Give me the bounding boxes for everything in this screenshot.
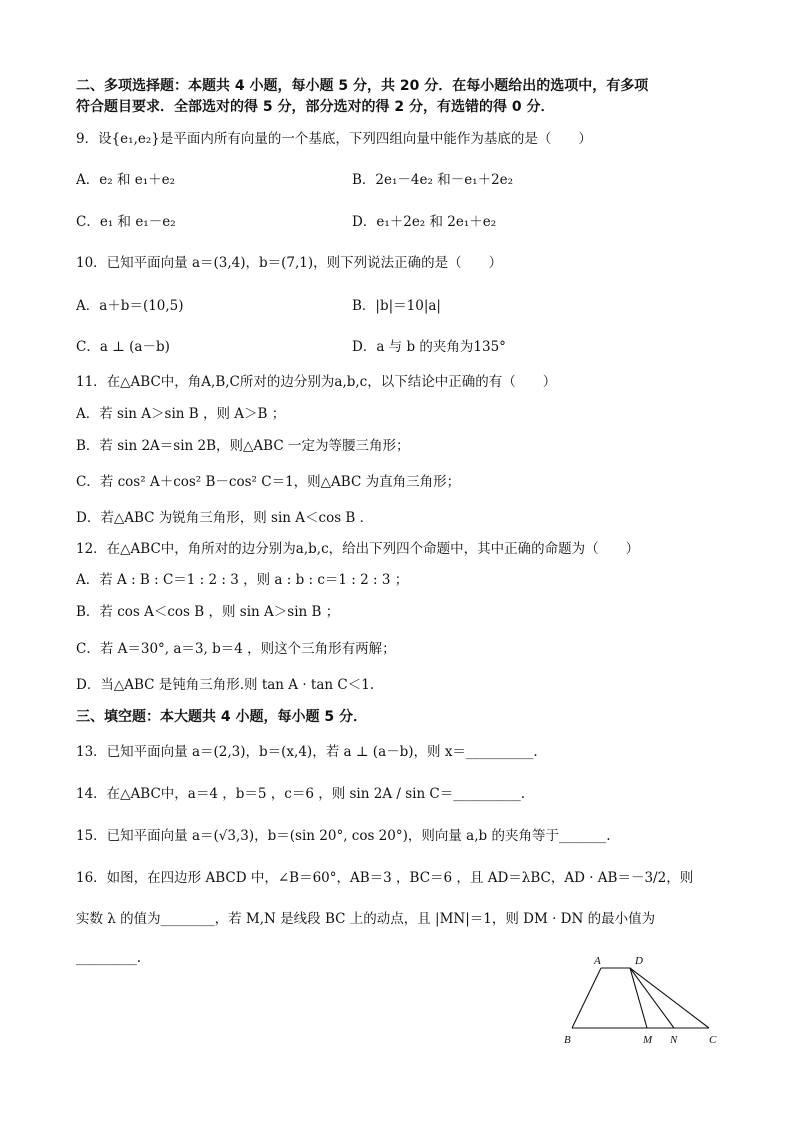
label-d: D bbox=[635, 955, 643, 967]
q16-line2: 实数 λ 的值为________，若 M,N 是线段 BC 上的动点，且 |MN|＝1，则 DM · DN 的最小值为 bbox=[76, 911, 656, 927]
q9-stem: 9．设{e₁,e₂}是平面内所有向量的一个基底，下列四组向量中能作为基底的是（ ） bbox=[76, 131, 592, 147]
q9-option-d: D．e₁＋2e₂ 和 2e₁＋e₂ bbox=[352, 214, 497, 230]
q10-stem: 10．已知平面向量 a＝(3,4)，b＝(7,1)，则下列说法正确的是（ ） bbox=[76, 255, 503, 271]
label-b: B bbox=[564, 1034, 571, 1046]
q11-option-a: A．若 sin A＞sin B ，则 A＞B ； bbox=[76, 406, 286, 422]
q11-option-b: B．若 sin 2A＝sin 2B，则△ABC 一定为等腰三角形； bbox=[76, 438, 410, 454]
q12-option-b: B．若 cos A＜cos B ，则 sin A＞sin B ； bbox=[76, 604, 340, 620]
edge-ab bbox=[572, 968, 601, 1028]
quadrilateral-figure bbox=[556, 952, 726, 1052]
q12-stem: 12．在△ABC中，角所对的边分别为a,b,c，给出下列四个命题中，其中正确的命题为（ ） bbox=[76, 541, 640, 557]
q10-option-d: D．a 与 b 的夹角为135° bbox=[352, 339, 506, 355]
label-c: C bbox=[709, 1034, 717, 1046]
q12-option-c: C．若 A＝30°, a＝3, b＝4 ，则这个三角形有两解； bbox=[76, 641, 396, 657]
q12-option-d: D．当△ABC 是钝角三角形.则 tan A · tan C＜1. bbox=[76, 677, 375, 693]
q10-option-a: A．a＋b＝(10,5) bbox=[76, 298, 184, 314]
q10-option-c: C．a ⊥ (a－b) bbox=[76, 339, 170, 355]
label-m: M bbox=[643, 1034, 653, 1046]
q11-option-d: D．若△ABC 为锐角三角形，则 sin A＜cos B ． bbox=[76, 510, 374, 526]
edge-dc bbox=[630, 968, 709, 1028]
q10-option-b: B．|b|＝10|a| bbox=[352, 298, 441, 314]
label-a: A bbox=[594, 955, 601, 967]
q12-option-a: A．若 A : B : C＝1 : 2 : 3 ，则 a : b : c＝1 : 2 : 3 ； bbox=[76, 572, 409, 588]
q13: 13．已知平面向量 a＝(2,3)，b＝(x,4)，若 a ⊥ (a－b)，则 x＝__________. bbox=[76, 744, 538, 760]
q9-option-b: B．2e₁－4e₂ 和－e₁＋2e₂ bbox=[352, 172, 514, 188]
q11-stem: 11．在△ABC中，角A,B,C所对的边分别为a,b,c，以下结论中正确的有（ ） bbox=[76, 374, 557, 390]
q16-line3: _________. bbox=[76, 950, 142, 966]
section2-heading-line1: 二、多项选择题：本题共 4 小题，每小题 5 分，共 20 分．在每小题给出的选项中，有多项 bbox=[76, 78, 649, 94]
section2-heading-line2: 符合题目要求．全部选对的得 5 分，部分选对的得 2 分，有选错的得 0 分． bbox=[76, 99, 555, 115]
q11-option-c: C．若 cos² A＋cos² B－cos² C＝1，则△ABC 为直角三角形； bbox=[76, 474, 461, 490]
q16-line1: 16．如图，在四边形 ABCD 中，∠B＝60°，AB＝3 ，BC＝6 ，且 AD＝λBC，AD · AB＝－3/2，则 bbox=[76, 870, 694, 886]
section3-heading: 三、填空题：本大题共 4 小题，每小题 5 分． bbox=[76, 709, 367, 725]
segment-dn bbox=[630, 968, 674, 1028]
segment-dm bbox=[630, 968, 647, 1028]
label-n: N bbox=[670, 1034, 678, 1046]
q9-option-c: C．e₁ 和 e₁－e₂ bbox=[76, 214, 176, 230]
q14: 14．在△ABC中，a＝4 ，b＝5 ，c＝6 ，则 sin 2A / sin C＝__________. bbox=[76, 786, 526, 802]
q9-option-a: A．e₂ 和 e₁＋e₂ bbox=[76, 172, 176, 188]
q15: 15．已知平面向量 a＝(√3,3)，b＝(sin 20°, cos 20°)，则向量 a,b 的夹角等于_______. bbox=[76, 828, 611, 844]
